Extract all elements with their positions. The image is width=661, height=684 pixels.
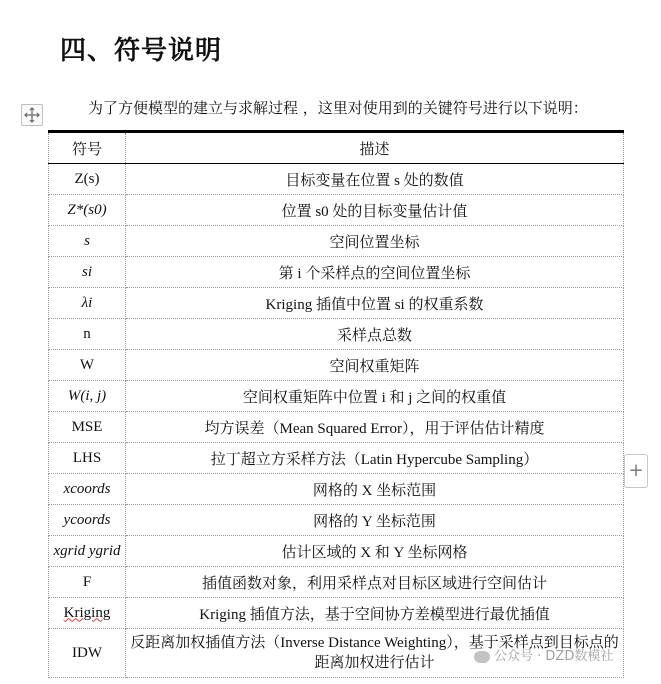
symbol-table	[48, 130, 624, 678]
add-row-button[interactable]	[624, 454, 648, 488]
description-cell: 均方误差（Mean Squared Error），用于评估估计精度	[126, 412, 624, 443]
table-row	[49, 288, 624, 319]
header-symbol: 符号	[49, 132, 126, 164]
symbol-cell: Z(s)	[49, 164, 126, 195]
table-header-row	[49, 132, 624, 164]
symbol-cell: LHS	[49, 443, 126, 474]
symbol-cell: W	[49, 350, 126, 381]
intro-paragraph: 为了方便模型的建立与求解过程 ，这里对使用到的关键符号进行以下说明：	[88, 99, 588, 117]
symbol-cell: IDW	[49, 629, 126, 678]
table-row	[49, 381, 624, 412]
table-row	[49, 598, 624, 629]
description-cell: 空间权重矩阵中位置 i 和 j 之间的权重值	[126, 381, 624, 412]
description-cell: 反距离加权插值方法（Inverse Distance Weighting），基于采样点到目标点的距离加权进行估计	[126, 629, 624, 678]
table-move-handle[interactable]	[21, 104, 43, 126]
description-cell: 网格的 X 坐标范围	[126, 474, 624, 505]
move-arrows-icon	[24, 107, 40, 123]
symbol-cell: W(i, j)	[49, 381, 126, 412]
table-row	[49, 536, 624, 567]
symbol-cell: Z*(s0)	[49, 195, 126, 226]
table-row	[49, 412, 624, 443]
wechat-icon	[474, 651, 490, 663]
symbol-cell: n	[49, 319, 126, 350]
plus-icon: +	[628, 460, 644, 481]
description-cell: 第 i 个采样点的空间位置坐标	[126, 257, 624, 288]
watermark	[474, 645, 613, 664]
table-row	[49, 350, 624, 381]
description-cell: 空间位置坐标	[126, 226, 624, 257]
symbol-cell: F	[49, 567, 126, 598]
description-cell: 网格的 Y 坐标范围	[126, 505, 624, 536]
table-row	[49, 195, 624, 226]
symbol-cell: s	[49, 226, 126, 257]
description-cell: 插值函数对象，利用采样点对目标区域进行空间估计	[126, 567, 624, 598]
symbol-cell: MSE	[49, 412, 126, 443]
description-cell: 空间权重矩阵	[126, 350, 624, 381]
table-row	[49, 319, 624, 350]
description-cell: 估计区域的 X 和 Y 坐标网格	[126, 536, 624, 567]
description-cell: Kriging 插值中位置 si 的权重系数	[126, 288, 624, 319]
symbol-cell: xgrid ygrid	[49, 536, 126, 567]
table-row	[49, 164, 624, 195]
table-row	[49, 567, 624, 598]
description-cell: 采样点总数	[126, 319, 624, 350]
description-cell: 目标变量在位置 s 处的数值	[126, 164, 624, 195]
symbol-cell: Kriging	[49, 598, 126, 629]
table-row	[49, 226, 624, 257]
header-description: 描述	[126, 132, 624, 164]
section-heading: 四、符号说明	[60, 36, 223, 66]
description-cell: 拉丁超立方采样方法（Latin Hypercube Sampling）	[126, 443, 624, 474]
table-row	[49, 443, 624, 474]
table-row	[49, 505, 624, 536]
table-row	[49, 257, 624, 288]
watermark-text: 公众号 · DZD数模社	[494, 649, 614, 664]
symbol-cell: xcoords	[49, 474, 126, 505]
description-cell: 位置 s0 处的目标变量估计值	[126, 195, 624, 226]
table-row	[49, 474, 624, 505]
symbol-cell: ycoords	[49, 505, 126, 536]
symbol-cell: si	[49, 257, 126, 288]
symbol-cell: λi	[49, 288, 126, 319]
description-cell: Kriging 插值方法，基于空间协方差模型进行最优插值	[126, 598, 624, 629]
